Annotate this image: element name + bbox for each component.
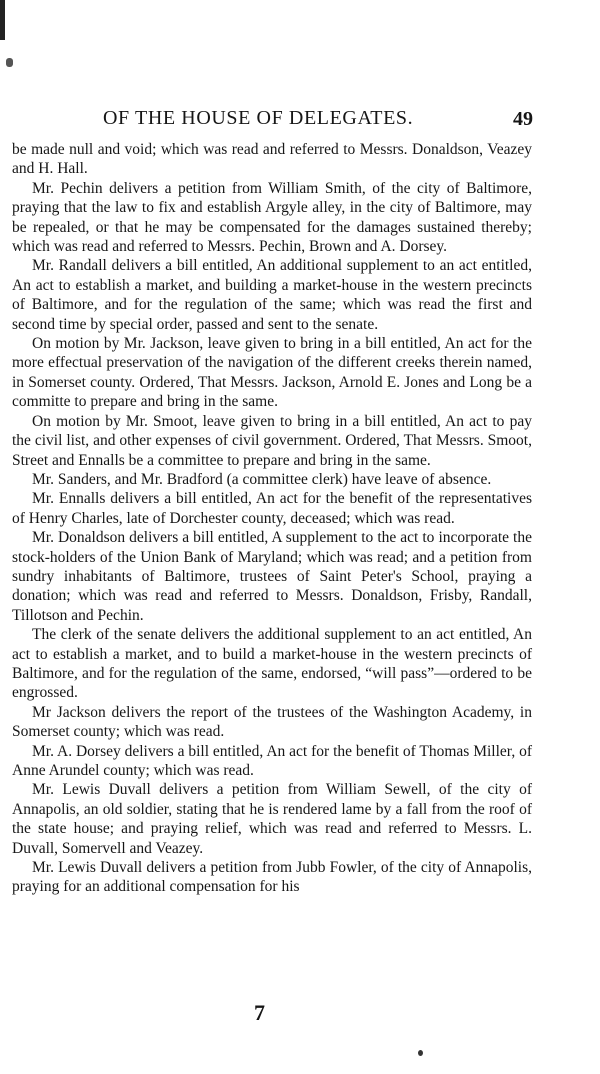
paragraph: The clerk of the senate delivers the additional supplement to an act entitled, An act to establish a market, and to build a market-house in the western precincts of Baltimore, and for the regulation of the same, endorsed, “will pass”—ordered to be engrossed.: [12, 626, 532, 702]
ink-blot: [6, 58, 13, 67]
running-head: [103, 107, 533, 133]
ink-speck: [418, 1050, 423, 1056]
paragraph: Mr. Randall delivers a bill entitled, An additional supplement to an act entitled, An act to establish a market, and building a market-house in the western precincts of Baltimore, and for the regulation of the same; which was read the first and second time by special order, passed and sent to the senate.: [12, 257, 532, 333]
paragraph: Mr. Lewis Duvall delivers a petition from Jubb Fowler, of the city of Annapolis, praying for an additional compensation for his: [12, 859, 532, 896]
paragraph: Mr. Lewis Duvall delivers a petition from William Sewell, of the city of Annapolis, an old soldier, stating that he is rendered lame by a fall from the roof of the state house; and praying relief, which was read and referred to Messrs. L. Duvall, Somervell and Veazey.: [12, 781, 532, 857]
body-text: [12, 140, 532, 897]
paragraph: On motion by Mr. Jackson, leave given to bring in a bill entitled, An act for the more effectual preservation of the navigation of the different creeks therein named, in Somerset county. Ordered, That Messrs. Jackson, Arnold E. Jones and Long be a committe to prepare and bring in the same.: [12, 335, 532, 411]
paragraph: Mr Jackson delivers the report of the trustees of the Washington Academy, in Somerset county; which was read.: [12, 703, 532, 741]
paragraph: Mr. Pechin delivers a petition from William Smith, of the city of Baltimore, praying that the law to fix and establish Argyle alley, in the city of Baltimore, may be repealed, or that he may be compensated for the damages sustained thereby; which was read and referred to Messrs. Pechin, Brown and A. Dorsey.: [12, 179, 532, 256]
page-edge-mark: [0, 0, 5, 40]
paragraph: Mr. Sanders, and Mr. Bradford (a committee clerk) have leave of absence.: [32, 470, 492, 488]
paragraph: be made null and void; which was read and referred to Messrs. Donaldson, Veazey and H. Hall.: [12, 141, 532, 178]
page-number: 49: [513, 108, 533, 130]
paragraph: On motion by Mr. Smoot, leave given to bring in a bill entitled, An act to pay the civil list, and other expenses of civil government. Ordered, That Messrs. Smoot, Street and Ennalls be a committee to prepare and bring in the same.: [12, 412, 532, 469]
signature-mark: 7: [254, 1000, 265, 1025]
paragraph: Mr. A. Dorsey delivers a bill entitled, An act for the benefit of Thomas Miller, of Anne Arundel county; which was read.: [12, 742, 532, 779]
paragraph: Mr. Donaldson delivers a bill entitled, A supplement to the act to incorporate the stock-holders of the Union Bank of Maryland; which was read; and a petition from sundry inhabitants of Baltimore, trustees of Saint Peter's School, praying a donation; which was read and referred to Messrs. Donaldson, Frisby, Randall, Tillotson and Pechin.: [12, 529, 532, 624]
page-title: OF THE HOUSE OF DELEGATES.: [103, 107, 414, 129]
paragraph: Mr. Ennalls delivers a bill entitled, An act for the benefit of the representatives of Henry Charles, late of Dorchester county, deceased; which was read.: [12, 490, 532, 527]
